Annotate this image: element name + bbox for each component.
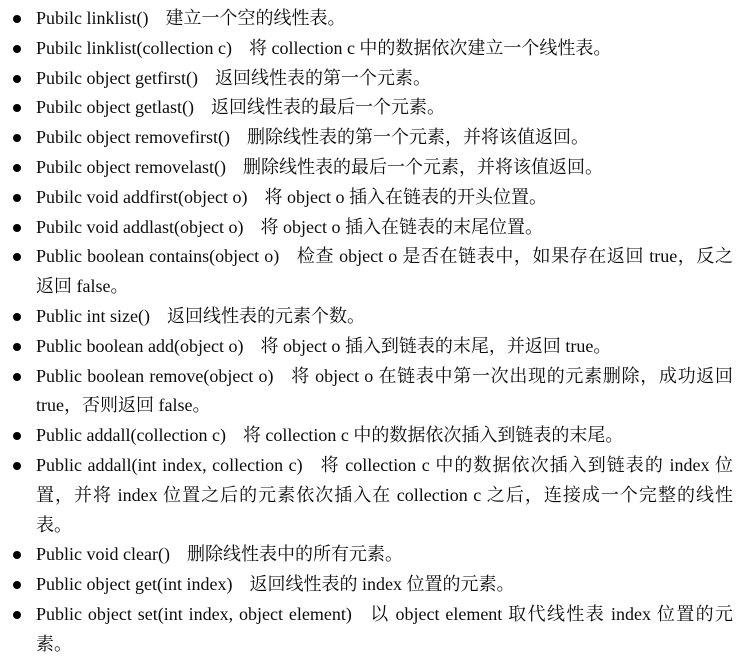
method-description: 将 object o 插入在链表的末尾位置。 [260,216,543,237]
method-signature: Pubilc void addfirst(object o) [36,186,248,207]
list-item [0,570,733,600]
bullet-icon [13,75,21,83]
method-signature: Public boolean contains(object o) [36,246,280,267]
list-item [0,123,733,153]
list-item [0,332,733,362]
method-description: 返回线性表的最后一个元素。 [210,97,445,118]
method-description: 将 collection c 中的数据依次插入到链表的末尾。 [242,425,624,446]
method-signature: Public object set(int index, object element) [36,603,352,624]
bullet-icon [13,462,21,470]
list-item [0,242,733,302]
list-item [0,213,733,243]
bullet-icon [13,45,21,53]
method-signature: Public object get(int index) [36,574,233,595]
list-item [0,540,733,570]
method-signature: Pubilc linklist(collection c) [36,37,232,58]
bullet-icon [13,194,21,202]
method-signature: Pubilc void addlast(object o) [36,216,244,237]
bullet-icon [13,224,21,232]
method-signature: Pubilc object removefirst() [36,127,230,148]
bullet-icon [13,432,21,440]
method-description: 以 object element 取代线性表 index 位置的元素。 [36,603,733,654]
list-item [0,4,733,34]
bullet-icon [13,581,21,589]
list-item [0,600,733,656]
method-description: 将 collection c 中的数据依次建立一个线性表。 [248,37,612,58]
bullet-icon [13,164,21,172]
list-item [0,64,733,94]
method-signature: Pubilc linklist() [36,8,149,28]
list-item [0,34,733,64]
bullet-icon [13,104,21,112]
method-description: 删除线性表中的所有元素。 [186,544,403,565]
list-item [0,302,733,332]
list-item [0,93,733,123]
bullet-icon [13,343,21,351]
method-description: 将 object o 插入到链表的末尾，并返回 true。 [260,335,612,356]
method-description: 建立一个空的线性表。 [165,8,346,28]
method-signature: Public boolean add(object o) [36,335,244,356]
method-list [0,4,733,656]
method-description: 将 object o 插入在链表的开头位置。 [264,186,547,207]
method-description: 返回线性表的元素个数。 [166,305,365,326]
method-description: 将 collection c 中的数据依次插入到链表的 index 位置，并将 index 位置之后的元素依次插入在 collection c 之后，连接成一个完整的线性表。 [36,454,733,535]
method-signature: Public addall(int index, collection c) [36,454,303,475]
method-signature: Pubilc object getlast() [36,97,194,118]
method-description: 删除线性表的第一个元素，并将该值返回。 [246,127,589,148]
method-signature: Public boolean remove(object o) [36,365,274,386]
method-signature: Public int size() [36,305,150,326]
bullet-icon [13,611,21,619]
list-item [0,421,733,451]
method-description: 返回线性表的 index 位置的元素。 [249,574,515,595]
method-description: 删除线性表的最后一个元素，并将该值返回。 [242,156,603,177]
list-item [0,451,733,540]
bullet-icon [13,313,21,321]
method-signature: Public addall(collection c) [36,425,226,446]
bullet-icon [13,373,21,381]
method-description: 将 object o 在链表中第一次出现的元素删除，成功返回 true，否则返回 false。 [36,365,733,416]
bullet-icon [13,134,21,142]
bullet-icon [13,253,21,261]
bullet-icon [13,551,21,559]
bullet-icon [13,15,21,23]
method-signature: Pubilc object getfirst() [36,67,198,88]
method-signature: Pubilc object removelast() [36,156,226,177]
list-item [0,362,733,422]
list-item [0,183,733,213]
method-signature: Public void clear() [36,544,170,565]
method-description: 返回线性表的第一个元素。 [214,67,431,88]
list-item [0,153,733,183]
method-description: 检查 object o 是否在链表中，如果存在返回 true，反之返回 false。 [36,246,734,297]
